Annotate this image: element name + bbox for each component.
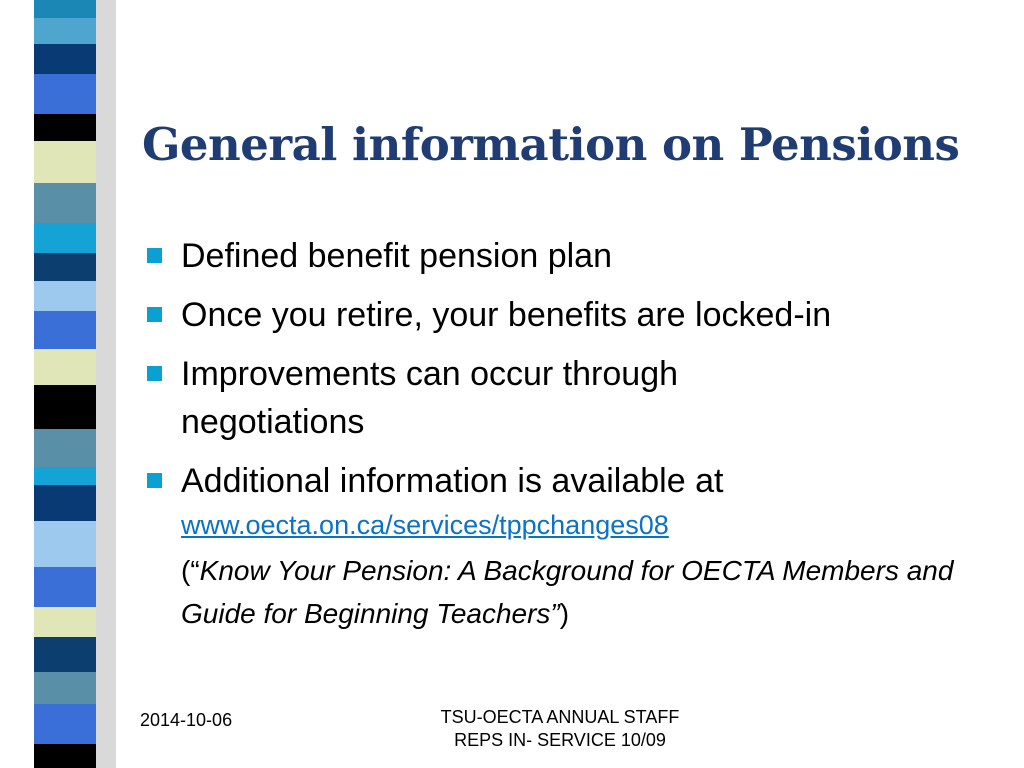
footer-line-2: REPS IN- SERVICE 10/09 bbox=[454, 730, 666, 750]
stripe-block bbox=[34, 467, 96, 485]
stripe-shadow bbox=[96, 0, 116, 768]
stripe-block bbox=[34, 253, 96, 281]
oecta-link[interactable]: www.oecta.on.ca/services/tppchanges08 bbox=[181, 510, 669, 540]
stripe-block bbox=[34, 607, 96, 637]
stripe-block bbox=[34, 385, 96, 429]
bullet-text: Defined benefit pension plan bbox=[181, 237, 612, 275]
stripe-block bbox=[34, 744, 96, 768]
stripe-block bbox=[34, 183, 96, 223]
bullet-item bbox=[145, 291, 1005, 339]
square-bullet-icon bbox=[147, 366, 162, 381]
stripe-block bbox=[34, 18, 96, 44]
stripe-block bbox=[34, 74, 96, 114]
footer-center bbox=[395, 706, 725, 752]
stripe-block bbox=[34, 637, 96, 672]
square-bullet-icon bbox=[147, 307, 162, 322]
footer-date: 2014-10-06 bbox=[140, 710, 233, 730]
stripe-block bbox=[34, 485, 96, 521]
bullet-subcontent bbox=[181, 507, 1005, 635]
note-open: (“ bbox=[181, 555, 200, 586]
stripe-block bbox=[34, 521, 96, 567]
stripe-block bbox=[34, 567, 96, 607]
reference-note bbox=[181, 549, 1005, 635]
bullet-text: Improvements can occur through negotiations bbox=[181, 355, 679, 441]
stripe-block bbox=[34, 114, 96, 141]
stripe-block bbox=[34, 0, 96, 18]
footer-line-1: TSU-OECTA ANNUAL STAFF bbox=[440, 707, 680, 727]
stripe-block bbox=[34, 311, 96, 349]
stripe-block bbox=[34, 672, 96, 704]
bullet-list bbox=[145, 232, 1005, 646]
stripe-block bbox=[34, 223, 96, 253]
bullet-text: Additional information is available at bbox=[181, 462, 724, 500]
square-bullet-icon bbox=[147, 473, 162, 488]
stripe-block bbox=[34, 349, 96, 385]
bullet-item bbox=[145, 457, 1005, 635]
slide-title: General information on Pensions bbox=[142, 118, 960, 171]
stripe-block bbox=[34, 281, 96, 311]
bullet-item bbox=[145, 232, 1005, 280]
bullet-text: Once you retire, your benefits are locked-in bbox=[181, 296, 832, 334]
note-title: Know Your Pension: A Background for OECTA Members and Guide for Beginning Teachers” bbox=[181, 555, 954, 629]
stripe-block bbox=[34, 44, 96, 74]
square-bullet-icon bbox=[147, 248, 162, 263]
decorative-stripe bbox=[34, 0, 96, 768]
note-close: ) bbox=[559, 598, 570, 629]
stripe-block bbox=[34, 141, 96, 183]
bullet-item bbox=[145, 350, 821, 446]
stripe-block bbox=[34, 704, 96, 744]
stripe-block bbox=[34, 429, 96, 467]
